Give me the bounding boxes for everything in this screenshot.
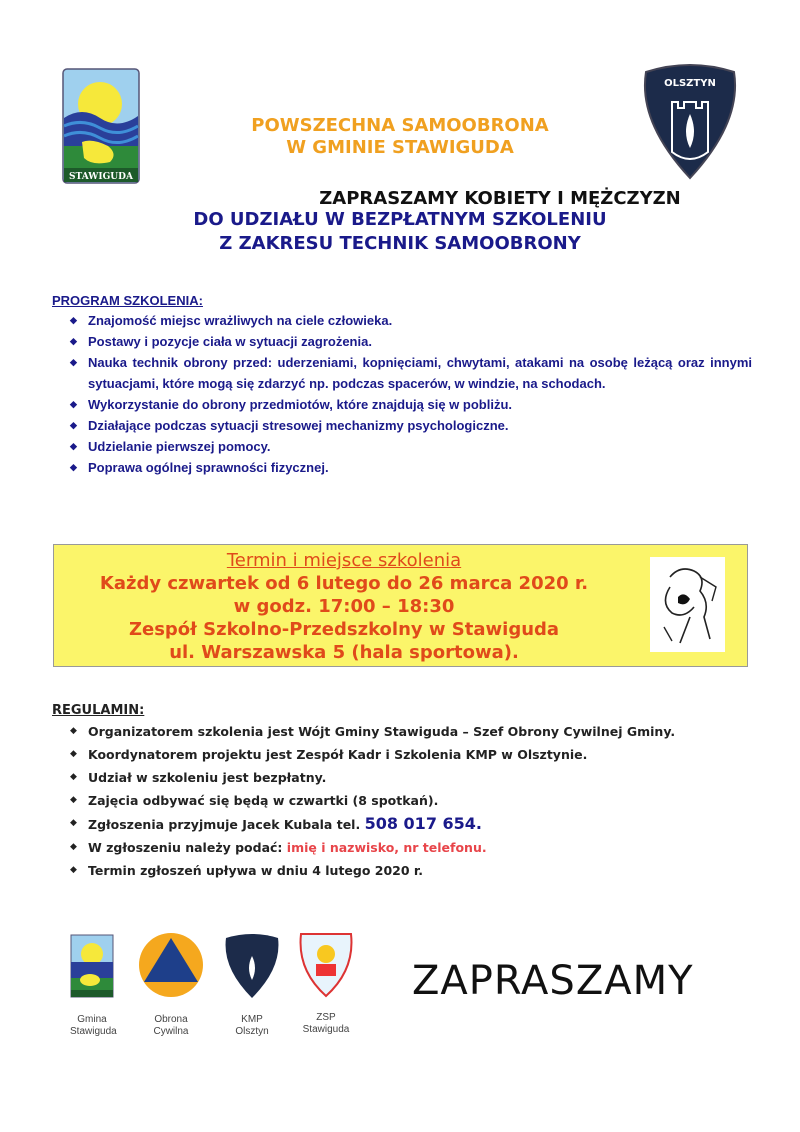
list-item (70, 836, 752, 859)
schedule-address: ul. Warszawska 5 (hala sportowa). (169, 642, 519, 663)
invite-headline: ZAPRASZAMY KOBIETY I MĘŻCZYZN (319, 188, 681, 209)
partner-label-line1: ZSP (316, 1012, 336, 1023)
judo-throw-illustration (650, 557, 725, 652)
partner-label-line2: Stawiguda (302, 1024, 350, 1035)
list-item: ◆ Poprawa ogólnej sprawności fizycznej. (70, 457, 752, 478)
program-heading: PROGRAM SZKOLENIA: (52, 293, 203, 308)
invite-subheadline (80, 208, 720, 256)
schedule-dates: Każdy czwartek od 6 lutego do 26 marca 2020 r. (99, 573, 589, 594)
partner-label-line2: Olsztyn (235, 1026, 269, 1037)
list-item: ◆ Nauka technik obrony przed: uderzeniami, kopnięciami, chwytami, atakami na osobę leżącą oraz innymi sytuacjami, które mogą się zdarzyć np. podczas spacerów, w windzie, na schodach. (70, 352, 752, 394)
stawiguda-small-icon (70, 934, 114, 998)
partner-label-line2: Cywilna (153, 1026, 189, 1037)
svg-text:OLSZTYN: OLSZTYN (664, 78, 716, 89)
list-item: ◆ Udzielanie pierwszej pomocy. (70, 436, 752, 457)
partner-label-line1: Obrona (154, 1014, 188, 1025)
list-item: ◆ Zajęcia odbywać się będą w czwartki (8 spotkań). (70, 789, 752, 812)
schedule-heading: Termin i miejsce szkolenia (226, 550, 462, 571)
list-item: ◆ Udział w szkoleniu jest bezpłatny. (70, 766, 752, 789)
schedule-text (54, 549, 634, 664)
partner-obrona-cywilna (136, 932, 206, 1038)
footer-invite: ZAPRASZAMY (412, 958, 694, 1004)
list-item: ◆ Koordynatorem projektu jest Zespół Kadr i Szkolenia KMP w Olsztynie. (70, 743, 752, 766)
phone-number[interactable]: 508 017 654. (364, 814, 482, 833)
campaign-title (160, 115, 640, 159)
police-small-icon (222, 932, 282, 1000)
invite-line-3: Z ZAKRESU TECHNIK SAMOOBRONY (219, 233, 581, 254)
schedule-hours: w godz. 17:00 – 18:30 (233, 596, 455, 617)
rules-heading: REGULAMIN: (52, 703, 145, 718)
list-item: ◆ Termin zgłoszeń upływa w dniu 4 lutego 2020 r. (70, 859, 752, 882)
program-section (52, 293, 752, 478)
school-crest-icon (297, 930, 355, 998)
details-required: imię i nazwisko, nr telefonu. (286, 840, 487, 855)
title-line-2: W GMINIE STAWIGUDA (286, 137, 514, 158)
list-item: ◆ Wykorzystanie do obrony przedmiotów, które znajdują się w pobliżu. (70, 394, 752, 415)
rules-section (52, 703, 752, 882)
program-list (70, 310, 752, 478)
partner-zsp-stawiguda (296, 930, 356, 1036)
stawiguda-logo (62, 68, 140, 184)
partner-label-line1: KMP (241, 1014, 263, 1025)
police-badge-logo (638, 62, 742, 180)
list-item: ◆ Postawy i pozycje ciała w sytuacji zagrożenia. (70, 331, 752, 352)
schedule-box (53, 544, 748, 667)
list-item (70, 812, 752, 836)
partner-kmp-olsztyn (222, 932, 282, 1038)
title-line-1: POWSZECHNA SAMOOBRONA (251, 115, 549, 136)
partner-label-line1: Gmina (77, 1014, 107, 1025)
contact-text: Zgłoszenia przyjmuje Jacek Kubala tel. (88, 817, 361, 832)
details-label: W zgłoszeniu należy podać: (88, 840, 283, 855)
schedule-venue: Zespół Szkolno-Przedszkolny w Stawiguda (128, 619, 560, 640)
partner-label-line2: Stawiguda (70, 1026, 117, 1037)
svg-text:STAWIGUDA: STAWIGUDA (69, 172, 133, 182)
list-item: ◆ Organizatorem szkolenia jest Wójt Gminy Stawiguda – Szef Obrony Cywilnej Gminy. (70, 720, 752, 743)
partner-gmina-stawiguda (70, 934, 117, 1038)
invite-line-2: DO UDZIAŁU W BEZPŁATNYM SZKOLENIU (193, 209, 607, 230)
list-item: ◆ Działające podczas sytuacji stresowej mechanizmy psychologiczne. (70, 415, 752, 436)
list-item: ◆ Znajomość miejsc wrażliwych na ciele człowieka. (70, 310, 752, 331)
rules-list (70, 720, 752, 882)
civil-defense-icon (138, 932, 204, 998)
